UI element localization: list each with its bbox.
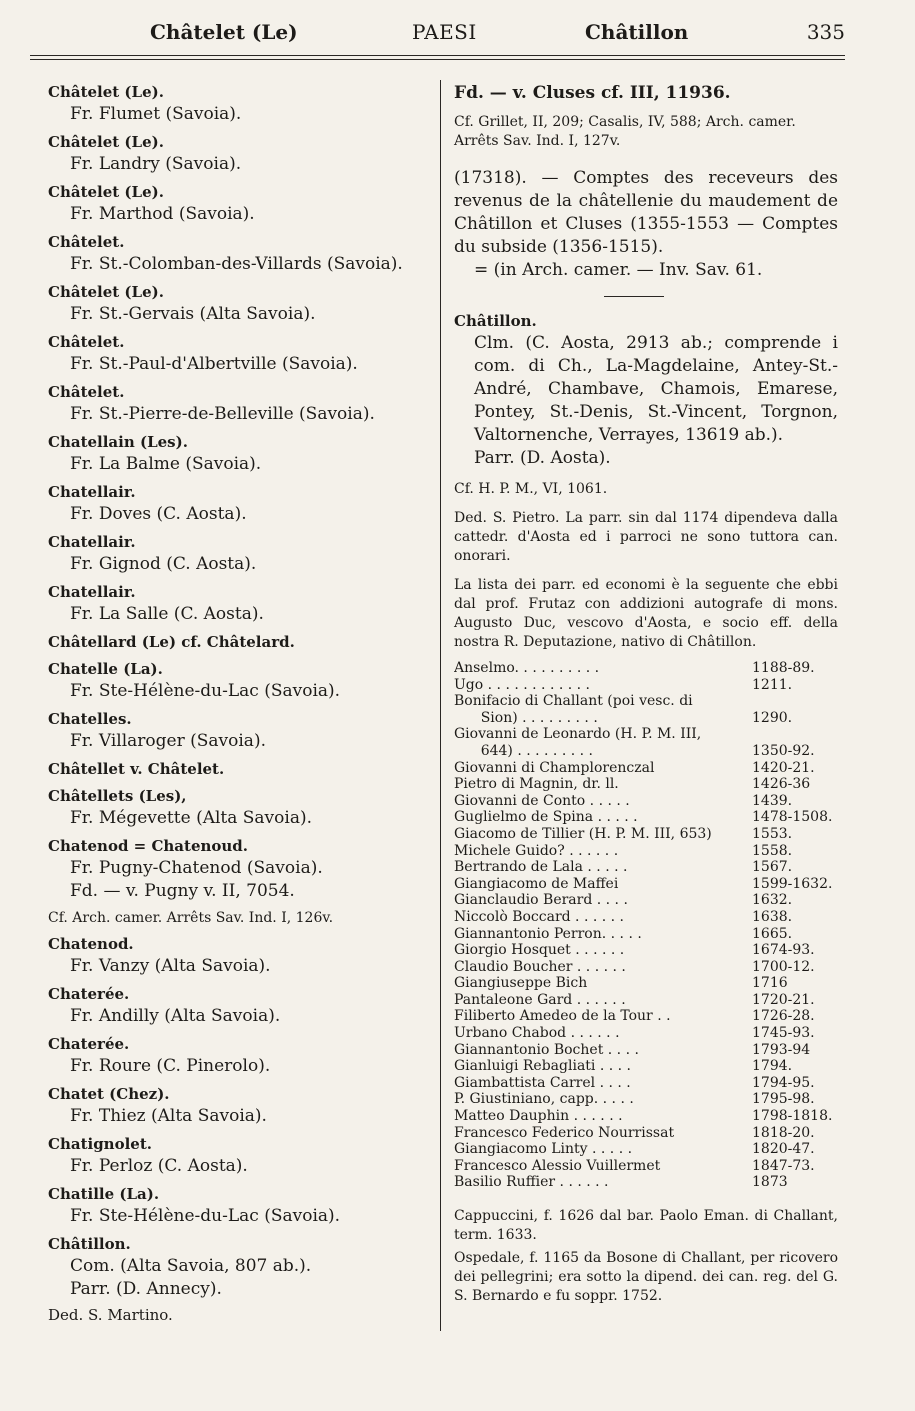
rector-name: Michele Guido? . . . . . . bbox=[454, 842, 619, 859]
rector-row bbox=[454, 743, 838, 760]
rector-row bbox=[454, 859, 838, 876]
cf-hpm: Cf. H. P. M., VI, 1061. bbox=[454, 481, 608, 497]
rector-name: Basilio Ruffier . . . . . . bbox=[454, 1174, 609, 1191]
fd-reference: Fd. — v. Cluses cf. III, 11936. bbox=[454, 83, 731, 103]
entry bbox=[48, 432, 433, 476]
entry-head: Chatellair. bbox=[48, 483, 136, 501]
rector-name: Giangiacomo de Maffei bbox=[454, 875, 619, 892]
entry bbox=[48, 582, 433, 626]
right-column bbox=[454, 82, 838, 1306]
entry-line: Fr. Roure (C. Pinerolo). bbox=[70, 1056, 271, 1076]
entry bbox=[48, 1034, 433, 1078]
entry-line: Fr. Mégevette (Alta Savoia). bbox=[70, 808, 313, 828]
rector-date: 1558. bbox=[752, 842, 793, 859]
rector-name: Giannantonio Perron. . . . . bbox=[454, 925, 642, 942]
comptes-ref: = (in Arch. camer. — Inv. Sav. 61. bbox=[474, 260, 763, 280]
rector-row bbox=[454, 1174, 838, 1191]
entry-head: Chatellair. bbox=[48, 533, 136, 551]
rector-name: Filiberto Amedeo de la Tour . . bbox=[454, 1008, 671, 1025]
entry bbox=[48, 382, 433, 426]
entry-line: Fr. Pugny-Chatenod (Savoia). bbox=[70, 858, 323, 878]
rector-row bbox=[454, 1125, 838, 1142]
rector-name: Pantaleone Gard . . . . . . bbox=[454, 991, 626, 1008]
entry-line: Fr. St.-Gervais (Alta Savoia). bbox=[70, 304, 316, 324]
header-rule bbox=[30, 55, 845, 56]
entry-note: Cf. Arch. camer. Arrêts Sav. Ind. I, 126v. bbox=[48, 910, 334, 926]
entry bbox=[48, 282, 433, 326]
entry bbox=[48, 709, 433, 753]
entry bbox=[48, 934, 433, 978]
entry-line: Fr. Andilly (Alta Savoia). bbox=[70, 1006, 281, 1026]
entry-head: Châtellard (Le) cf. Châtelard. bbox=[48, 633, 295, 651]
header-rule-thin bbox=[30, 59, 845, 60]
rector-row bbox=[454, 1141, 838, 1158]
entry-line: Fr. St.-Paul-d'Albertville (Savoia). bbox=[70, 354, 358, 374]
entry bbox=[48, 1234, 433, 1326]
entry-line: Fr. La Balme (Savoia). bbox=[70, 454, 262, 474]
header-left-term: Châtelet (Le) bbox=[150, 20, 298, 44]
rector-name: Matteo Dauphin . . . . . . bbox=[454, 1108, 623, 1125]
rector-name: Gianclaudio Berard . . . . bbox=[454, 892, 628, 909]
rector-name: Giangiacomo Linty . . . . . bbox=[454, 1141, 633, 1158]
entry-line: Parr. (D. Annecy). bbox=[70, 1279, 222, 1299]
entry bbox=[48, 759, 433, 780]
section-rule bbox=[604, 296, 664, 297]
entry-line: Fr. Thiez (Alta Savoia). bbox=[70, 1106, 267, 1126]
rector-row bbox=[454, 909, 838, 926]
rector-row bbox=[454, 843, 838, 860]
entry-head: Châtelet. bbox=[48, 233, 125, 251]
rector-name: Ugo . . . . . . . . . . . . bbox=[454, 676, 590, 693]
entry bbox=[48, 1184, 433, 1228]
rector-date: 1665. bbox=[752, 925, 793, 942]
rector-date: 1818-20. bbox=[752, 1124, 815, 1141]
rector-row bbox=[454, 1042, 838, 1059]
rector-row bbox=[454, 1091, 838, 1108]
left-column bbox=[48, 82, 433, 1332]
rector-name: Giambattista Carrel . . . . bbox=[454, 1074, 631, 1091]
rector-row bbox=[454, 677, 838, 694]
entry-line: Fr. Ste-Hélène-du-Lac (Savoia). bbox=[70, 681, 341, 701]
header-section: PAESI bbox=[412, 20, 477, 44]
rector-name: Giangiuseppe Bich bbox=[454, 975, 588, 992]
rector-date: 1599-1632. bbox=[752, 875, 833, 892]
entry-head: Châtelet (Le). bbox=[48, 183, 164, 201]
rector-row bbox=[454, 1025, 838, 1042]
rector-row bbox=[454, 776, 838, 793]
rector-row bbox=[454, 1008, 838, 1025]
rector-date: 1720-21. bbox=[752, 991, 815, 1008]
rector-name: Urbano Chabod . . . . . . bbox=[454, 1025, 620, 1042]
rector-name: P. Giustiniano, capp. . . . . bbox=[454, 1091, 634, 1108]
ospedale-paragraph: Ospedale, f. 1165 da Bosone di Challant, per ricovero dei pellegrini; era sotto la dipend. dei can. reg. del G. S. Bernardo e fu soppr. 1752. bbox=[454, 1250, 838, 1304]
comptes-paragraph bbox=[454, 167, 838, 282]
rector-date: 1794-95. bbox=[752, 1074, 815, 1091]
rector-name: Niccolò Boccard . . . . . . bbox=[454, 908, 624, 925]
entry-head: Chatille (La). bbox=[48, 1185, 160, 1203]
comptes-text: (17318). — Comptes des receveurs des revenus de la châtellenie du maudement de Châtillon et Cluses (1355-1553 — Comptes du subside (1356-1515). bbox=[454, 168, 838, 257]
cf-reference: Cf. Grillet, II, 209; Casalis, IV, 588; Arch. camer. Arrêts Sav. Ind. I, 127v. bbox=[454, 114, 796, 149]
entry-line: Fr. Gignod (C. Aosta). bbox=[70, 554, 257, 574]
entry-head: Chatellair. bbox=[48, 583, 136, 601]
rector-row bbox=[454, 1158, 838, 1175]
rector-date: 1798-1818. bbox=[752, 1108, 833, 1125]
rector-date: 1420-21. bbox=[752, 759, 815, 776]
rector-row bbox=[454, 710, 838, 727]
entry bbox=[48, 1084, 433, 1128]
rector-date: 1726-28. bbox=[752, 1008, 815, 1025]
rector-row bbox=[454, 892, 838, 909]
rector-date: 1553. bbox=[752, 825, 793, 842]
entry bbox=[48, 482, 433, 526]
rector-date: 1716 bbox=[752, 975, 788, 992]
rector-row bbox=[454, 660, 838, 677]
entry-line: Fr. Perloz (C. Aosta). bbox=[70, 1156, 248, 1176]
rector-row bbox=[454, 992, 838, 1009]
entry-head: Châtelet. bbox=[48, 333, 125, 351]
entry-line: Fr. Marthod (Savoia). bbox=[70, 204, 255, 224]
entry-line: Com. (Alta Savoia, 807 ab.). bbox=[70, 1256, 312, 1276]
rector-date: 1478-1508. bbox=[752, 809, 833, 826]
entry bbox=[48, 836, 433, 928]
rector-date: 1745-93. bbox=[752, 1025, 815, 1042]
rector-row bbox=[454, 793, 838, 810]
rector-name: Pietro di Magnin, dr. ll. bbox=[454, 776, 619, 793]
entry-head-chatillon: Châtillon. bbox=[454, 312, 537, 330]
entry-head: Châtellet v. Châtelet. bbox=[48, 760, 225, 778]
entry bbox=[48, 532, 433, 576]
rector-name: Giovanni de Conto . . . . . bbox=[454, 792, 630, 809]
rector-date: 1794. bbox=[752, 1058, 793, 1075]
entry-head: Châtelet (Le). bbox=[48, 133, 164, 151]
rector-name: Claudio Boucher . . . . . . bbox=[454, 958, 626, 975]
entry-head: Châtelet. bbox=[48, 383, 125, 401]
rector-list bbox=[454, 660, 838, 1191]
rector-name: Francesco Federico Nourrissat bbox=[454, 1124, 675, 1141]
entry-line: Fr. Flumet (Savoia). bbox=[70, 104, 242, 124]
entry-head: Chatelle (La). bbox=[48, 660, 163, 678]
clm-text: Clm. (C. Aosta, 2913 ab.; comprende i com. di Ch., La-Magdelaine, Antey-St.-André, Chambave, Chamois, Emarese, Pontey, St.-Denis, St.-Vincent, Torgnon, Valtornenche, Verrayes, 13619 ab.). bbox=[474, 333, 838, 445]
rector-date bbox=[752, 693, 838, 710]
rector-row bbox=[454, 1058, 838, 1075]
rector-name: Bertrando de Lala . . . . . bbox=[454, 859, 628, 876]
rector-name: Sion) . . . . . . . . . bbox=[454, 709, 598, 726]
rector-date: 1290. bbox=[752, 709, 793, 726]
entry-head: Chaterée. bbox=[48, 1035, 130, 1053]
entry-head: Châtelet (Le). bbox=[48, 83, 164, 101]
entry bbox=[48, 232, 433, 276]
rector-name: Bonifacio di Challant (poi vesc. di bbox=[454, 693, 693, 710]
rector-date: 1439. bbox=[752, 792, 793, 809]
entry-line: Fd. — v. Pugny v. II, 7054. bbox=[70, 881, 295, 901]
header-right-term: Châtillon bbox=[585, 20, 689, 44]
rector-date: 1847-73. bbox=[752, 1157, 815, 1174]
rector-date: 1188-89. bbox=[752, 660, 815, 676]
rector-name: Giannantonio Bochet . . . . bbox=[454, 1041, 639, 1058]
rector-name: Giacomo de Tillier (H. P. M. III, 653) bbox=[454, 825, 712, 842]
page-number: 335 bbox=[806, 20, 845, 44]
rector-date: 1632. bbox=[752, 892, 793, 909]
entry-line: Fr. Landry (Savoia). bbox=[70, 154, 242, 174]
entry bbox=[48, 659, 433, 703]
rector-date: 1700-12. bbox=[752, 958, 815, 975]
rector-name: Giorgio Hosquet . . . . . . bbox=[454, 942, 625, 959]
rector-row bbox=[454, 693, 838, 710]
entry bbox=[48, 182, 433, 226]
entry-head: Chatet (Chez). bbox=[48, 1085, 170, 1103]
entry bbox=[48, 632, 433, 653]
entry-line: Fr. La Salle (C. Aosta). bbox=[70, 604, 264, 624]
rector-date: 1820-47. bbox=[752, 1141, 815, 1158]
rector-name: Guglielmo de Spina . . . . . bbox=[454, 809, 638, 826]
entry-dedication: Ded. S. Martino. bbox=[48, 1306, 173, 1324]
entry bbox=[48, 1134, 433, 1178]
rector-name: 644) . . . . . . . . . bbox=[454, 742, 593, 759]
ded-paragraph: Ded. S. Pietro. La parr. sin dal 1174 dipendeva dalla cattedr. d'Aosta ed i parroci ne sono tuttora can. onorari. bbox=[454, 510, 838, 564]
rector-date: 1211. bbox=[752, 676, 793, 693]
rector-row bbox=[454, 876, 838, 893]
entry-line: Fr. St.-Pierre-de-Belleville (Savoia). bbox=[70, 404, 375, 424]
rector-row bbox=[454, 809, 838, 826]
rector-row bbox=[454, 760, 838, 777]
rector-name: Giovanni di Champlorenczal bbox=[454, 759, 655, 776]
rector-row bbox=[454, 726, 838, 743]
rector-date: 1873 bbox=[752, 1174, 788, 1191]
rector-row bbox=[454, 1075, 838, 1092]
entry-head: Chatignolet. bbox=[48, 1135, 152, 1153]
rector-name: Anselmo. . . . . . . . . . bbox=[454, 660, 600, 676]
rector-date: 1350-92. bbox=[752, 742, 815, 759]
rector-row bbox=[454, 1108, 838, 1125]
rector-date: 1793-94 bbox=[752, 1041, 811, 1058]
entry bbox=[48, 332, 433, 376]
rector-name: Gianluigi Rebagliati . . . . bbox=[454, 1058, 631, 1075]
entry-head: Chatellain (Les). bbox=[48, 433, 188, 451]
cappuccini-paragraph: Cappuccini, f. 1626 dal bar. Paolo Eman. di Challant, term. 1633. bbox=[454, 1208, 838, 1243]
rector-date: 1567. bbox=[752, 859, 793, 876]
entry-line: Fr. Doves (C. Aosta). bbox=[70, 504, 247, 524]
lista-paragraph: La lista dei parr. ed economi è la seguente che ebbi dal prof. Frutaz con addizioni autografe di mons. Augusto Duc, vescovo d'Aosta, e socio eff. della nostra R. Deputazione, nativo di Châtillon. bbox=[454, 577, 838, 650]
entry bbox=[48, 984, 433, 1028]
rector-date: 1426-36 bbox=[752, 776, 811, 793]
rector-row bbox=[454, 942, 838, 959]
entry-line: Fr. Ste-Hélène-du-Lac (Savoia). bbox=[70, 1206, 341, 1226]
rector-row bbox=[454, 826, 838, 843]
rector-name: Giovanni de Leonardo (H. P. M. III, bbox=[454, 726, 702, 743]
entry-head: Châtillon. bbox=[48, 1235, 131, 1253]
parr-text: Parr. (D. Aosta). bbox=[474, 448, 611, 468]
rector-date: 1674-93. bbox=[752, 942, 815, 959]
entry-line: Fr. St.-Colomban-des-Villards (Savoia). bbox=[70, 254, 403, 274]
rector-date bbox=[752, 726, 838, 743]
entry-head: Chatelles. bbox=[48, 710, 132, 728]
page-header bbox=[30, 18, 845, 52]
entry bbox=[48, 132, 433, 176]
entry-head: Chatenod. bbox=[48, 935, 134, 953]
entry bbox=[48, 786, 433, 830]
entry-head: Châtellets (Les), bbox=[48, 787, 187, 805]
rector-name: Francesco Alessio Vuillermet bbox=[454, 1157, 661, 1174]
entry-head: Châtelet (Le). bbox=[48, 283, 164, 301]
entry-head: Chatenod = Chatenoud. bbox=[48, 837, 249, 855]
column-divider bbox=[440, 80, 441, 1331]
rector-date: 1795-98. bbox=[752, 1091, 815, 1108]
rector-row bbox=[454, 975, 838, 992]
entry-line: Fr. Vanzy (Alta Savoia). bbox=[70, 956, 271, 976]
rector-row bbox=[454, 959, 838, 976]
entry bbox=[48, 82, 433, 126]
entry-head: Chaterée. bbox=[48, 985, 130, 1003]
rector-date: 1638. bbox=[752, 908, 793, 925]
entry-line: Fr. Villaroger (Savoia). bbox=[70, 731, 266, 751]
rector-row bbox=[454, 926, 838, 943]
